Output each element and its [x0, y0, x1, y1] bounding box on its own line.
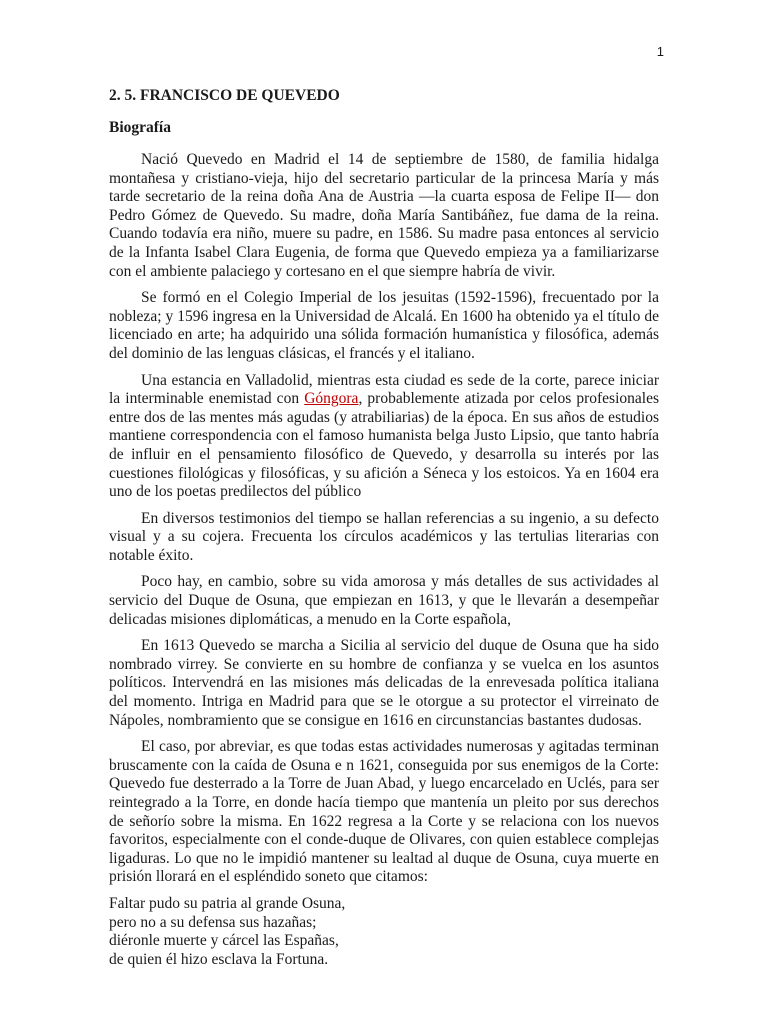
paragraph-osuna-service: Poco hay, en cambio, sobre su vida amorosa y más detalles de sus actividades al servicio del Duque de Osuna, que empiezan en 1613, y que le llevarán a desempeñar delicadas misiones diplomáticas, a menudo en la Corte española,: [109, 573, 659, 628]
poem-line: Faltar pudo su patria al grande Osuna,: [109, 894, 346, 912]
poem-line: de quien él hizo esclava la Fortuna.: [109, 950, 329, 968]
poem-line: diéronle muerte y cárcel las Españas,: [109, 932, 339, 950]
paragraph-education: Se formó en el Colegio Imperial de los jesuitas (1592-1596), frecuentado por la nobleza; y 1596 ingresa en la Universidad de Alcalá. En 1600 ha obtenido ya el título de licenciado en arte; ha adquirido una sólida formación humanística y filosófica, además del dominio de las lenguas clásicas, el francés y el italiano.: [109, 289, 659, 362]
paragraph-downfall: El caso, por abreviar, es que todas estas actividades numerosas y agitadas terminan bruscamente con la caída de Osuna e n 1621, conseguida por sus enemigos de la Corte: Quevedo fue desterrado a la Torre de Juan Abad, y luego encarcelado en Uclés, para ser reintegrado a la Torre, en donde hacía tiempo que mantenía un pleito por sus derechos de señorío sobre la misma. En 1622 regresa a la Corte y se relaciona con los nuevos favoritos, especialmente con el conde-duque de Olivares, con quien establece complejas ligaduras. Lo que no le impidió mantener su lealtad al duque de Osuna, cuya muerte en prisión llorará en el espléndido soneto que citamos:: [109, 738, 659, 886]
sonnet-quote: [109, 895, 659, 969]
subsection-title: Biografía: [109, 119, 171, 136]
paragraph-text-before-link: Una estancia en Valladolid, mientras esta ciudad es sede de la corte, parece iniciar la interminable enemistad con: [109, 371, 659, 408]
poem-line: pero no a su defensa sus hazañas;: [109, 913, 317, 931]
paragraph-valladolid: [109, 372, 659, 502]
gongora-link[interactable]: Góngora: [304, 390, 359, 408]
paragraph-sicily: En 1613 Quevedo se marcha a Sicilia al servicio del duque de Osuna que ha sido nombrado virrey. Se convierte en su hombre de confianza y se vuelca en los asuntos políticos. Intervendrá en las misiones más delicadas de la enrevesada política italiana del momento. Intriga en Madrid para que se le otorgue a su protector el virreinato de Nápoles, nombramiento que se consigue en 1616 en circunstancias bastantes dudosas.: [109, 637, 659, 729]
paragraph-text-after-link: , probablemente atizada por celos profesionales entre dos de las mentes más agudas (y atrabiliarias) de la época. En sus años de estudios mantiene correspondencia con el famoso humanista belga Justo Lipsio, que tanto habría de influir en el pensamiento filosófico de Quevedo, y desarrolla su interés por las cuestiones filológicas y filosóficas, y su afición a Séneca y los estoicos. Ya en 1604 era uno de los poetas predilectos del público: [109, 390, 659, 501]
paragraph-testimonies: En diversos testimonios del tiempo se hallan referencias a su ingenio, a su defecto visual y a su cojera. Frecuenta los círculos académicos y las tertulias literarias con notable éxito.: [109, 509, 659, 564]
paragraph-birth: Nació Quevedo en Madrid el 14 de septiembre de 1580, de familia hidalga montañesa y cristiano-vieja, hijo del secretario particular de la princesa María y más tarde secretario de la reina doña Ana de Austria —la cuarta esposa de Felipe II— don Pedro Gómez de Quevedo. Su madre, doña María Santibáñez, fue dama de la reina. Cuando todavía era niño, muere su padre, en 1586. Su madre pasa entonces al servicio de la Infanta Isabel Clara Eugenia, de forma que Quevedo empieza ya a familiarizarse con el ambiente palaciego y cortesano en el que siempre habría de vivir.: [109, 151, 659, 280]
section-title: 2. 5. FRANCISCO DE QUEVEDO: [109, 87, 340, 104]
page-number: 1: [656, 44, 664, 59]
document-body: [109, 86, 659, 969]
